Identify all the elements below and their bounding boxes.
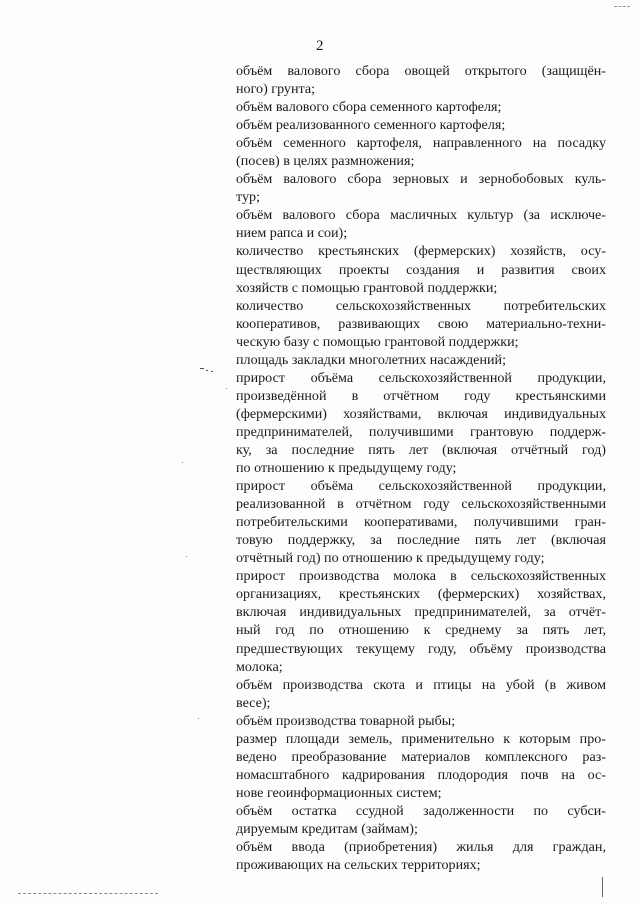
scan-edge-artifact	[602, 877, 603, 897]
text-line: ный год по отношению к среднему за пять лет,	[236, 622, 606, 639]
text-line: ного) грунта;	[236, 81, 316, 98]
text-line: по отношению к предыдущему году;	[236, 460, 457, 477]
text-line: объём производства товарной рыбы;	[236, 712, 456, 729]
scan-speck	[226, 388, 227, 389]
text-line: организациях, крестьянских (фермерских) хозяйствах,	[236, 586, 606, 603]
document-body	[236, 62, 606, 874]
scan-speck	[198, 718, 199, 719]
text-line: объём семенного картофеля, направленного на посадку	[236, 135, 606, 152]
scan-speck	[186, 556, 187, 557]
text-line: объём валового сбора семенного картофеля;	[236, 99, 502, 116]
page-number: 2	[316, 38, 324, 54]
text-line: произведённой в отчётном году крестьянскими	[236, 387, 606, 404]
text-line: (посев) в целях размножения;	[236, 153, 415, 170]
text-line: отчётный год) по отношению к предыдущему году;	[236, 550, 545, 567]
text-line: весе);	[236, 694, 271, 711]
text-line: номасштабного кадрирования плодородия почв на ос-	[236, 766, 606, 783]
text-line: прирост объёма сельскохозяйственной продукции,	[236, 369, 606, 386]
text-line: объём валового сбора масличных культур (за исключе-	[236, 207, 606, 224]
text-line: количество крестьянских (фермерских) хозяйств, осу-	[236, 243, 606, 260]
text-line: ществляющих проекты создания и развития своих	[236, 261, 606, 278]
text-line: нове геоинформационных систем;	[236, 784, 442, 801]
text-line: объём валового сбора зерновых и зернобобовых куль-	[236, 171, 606, 188]
text-line: дируемым кредитам (займам);	[236, 820, 418, 837]
text-line: предшествующих текущему году, объёму производства	[236, 640, 606, 657]
text-line: количество сельскохозяйственных потребительских	[236, 297, 606, 314]
text-line: объём остатка ссудной задолженности по субси-	[236, 802, 606, 819]
text-line: кооперативов, развивающих свою материально-техни-	[236, 315, 606, 332]
text-line: объём валового сбора овощей открытого (защищён-	[236, 63, 606, 79]
text-line: тур;	[236, 189, 260, 206]
text-line: размер площади земель, применительно к которым про-	[236, 730, 606, 747]
text-line: объём ввода (приобретения) жилья для граждан,	[236, 839, 606, 856]
text-line: проживающих на сельских территориях;	[236, 857, 481, 874]
text-line: потребительскими кооперативами, получившими гран-	[236, 514, 606, 531]
text-line: (фермерскими) хозяйствами, включая индивидуальных	[236, 405, 606, 422]
text-line: ведено преобразование материалов комплексного раз-	[236, 748, 606, 765]
text-line: товую поддержку, за последние пять лет (включая	[236, 532, 606, 549]
text-line: объём производства скота и птицы на убой (в живом	[236, 676, 606, 693]
text-line: прирост производства молока в сельскохозяйственных	[236, 568, 606, 585]
scan-edge-artifact	[18, 893, 158, 894]
text-line: реализованной в отчётном году сельскохозяйственными	[236, 496, 606, 513]
scan-mark-artifact	[200, 368, 214, 372]
text-line: объём реализованного семенного картофеля;	[236, 117, 506, 134]
text-line: хозяйств с помощью грантовой поддержки;	[236, 279, 498, 296]
text-line: прирост объёма сельскохозяйственной продукции,	[236, 478, 606, 495]
text-line: ку, за последние пять лет (включая отчётный год)	[236, 441, 606, 458]
text-line: ческую базу с помощью грантовой поддержки;	[236, 333, 519, 350]
scan-edge-artifact	[614, 6, 630, 7]
text-line: нием рапса и сои);	[236, 225, 348, 242]
text-line: площадь закладки многолетних насаждений;	[236, 351, 506, 368]
text-line: молока;	[236, 658, 283, 675]
text-line: включая индивидуальных предпринимателей, за отчёт-	[236, 604, 606, 621]
text-line: предпринимателей, получившими грантовую поддерж-	[236, 423, 606, 440]
scan-speck	[182, 462, 183, 463]
